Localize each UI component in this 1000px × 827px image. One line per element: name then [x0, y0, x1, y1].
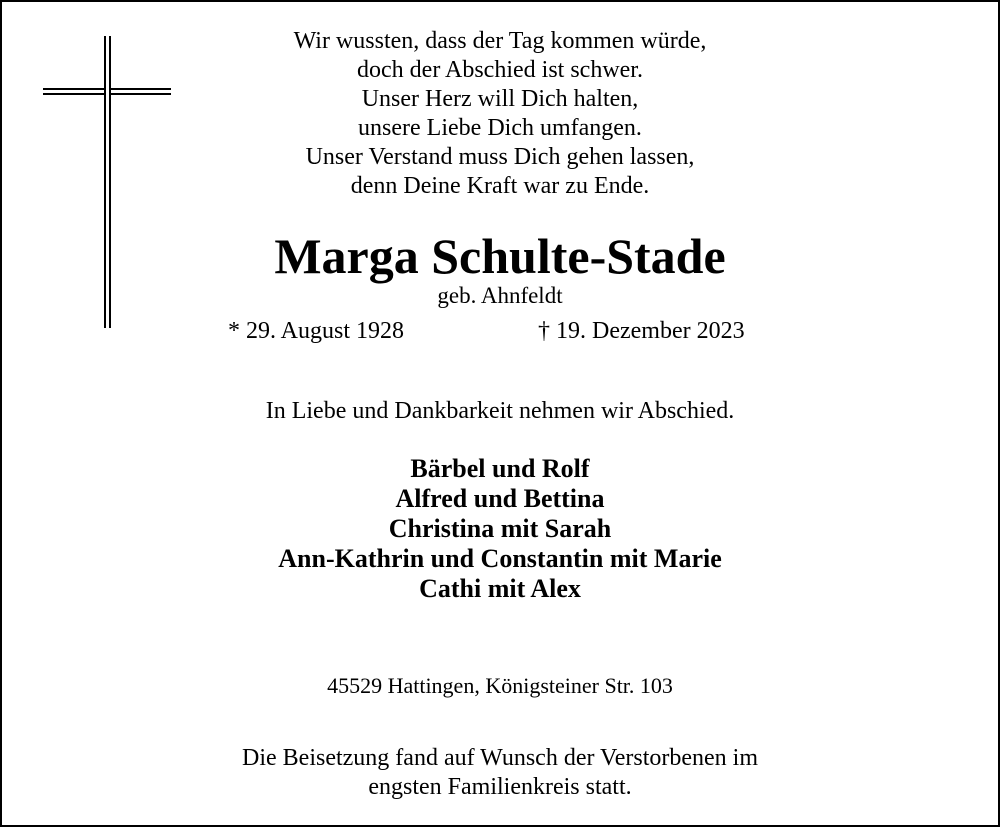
- poem-line: Unser Herz will Dich halten,: [361, 86, 639, 112]
- burial-note-line: engsten Familienkreis statt.: [368, 774, 632, 800]
- cross-intersection: [106, 88, 109, 95]
- mourner-entry: Ann-Kathrin und Constantin mit Marie: [278, 544, 722, 573]
- mourners-list: [150, 454, 850, 604]
- poem-line: denn Deine Kraft war zu Ende.: [350, 173, 650, 199]
- mourner-entry: Christina mit Sarah: [388, 514, 612, 543]
- poem-line: unsere Liebe Dich umfangen.: [358, 115, 642, 141]
- poem-line: Unser Verstand muss Dich gehen lassen,: [305, 144, 695, 170]
- mourner-entry: Cathi mit Alex: [419, 574, 581, 603]
- poem-line: doch der Abschied ist schwer.: [357, 57, 643, 83]
- mourner-entry: Bärbel und Rolf: [410, 454, 590, 483]
- death-date: † 19. Dezember 2023: [538, 318, 745, 344]
- poem: [200, 27, 800, 201]
- burial-note-line: Die Beisetzung fand auf Wunsch der Verstorbenen im: [242, 745, 758, 771]
- farewell-text: In Liebe und Dankbarkeit nehmen wir Abschied.: [265, 398, 735, 424]
- mourner-entry: Alfred und Bettina: [395, 484, 605, 513]
- address: 45529 Hattingen, Königsteiner Str. 103: [327, 673, 673, 698]
- poem-line: Wir wussten, dass der Tag kommen würde,: [293, 28, 707, 54]
- birth-name: geb. Ahnfeldt: [437, 283, 563, 308]
- deceased-name: Marga Schulte-Stade: [274, 228, 726, 284]
- cross-vertical-bar: [104, 36, 111, 328]
- burial-note: [150, 744, 850, 802]
- birth-date: * 29. August 1928: [228, 318, 405, 344]
